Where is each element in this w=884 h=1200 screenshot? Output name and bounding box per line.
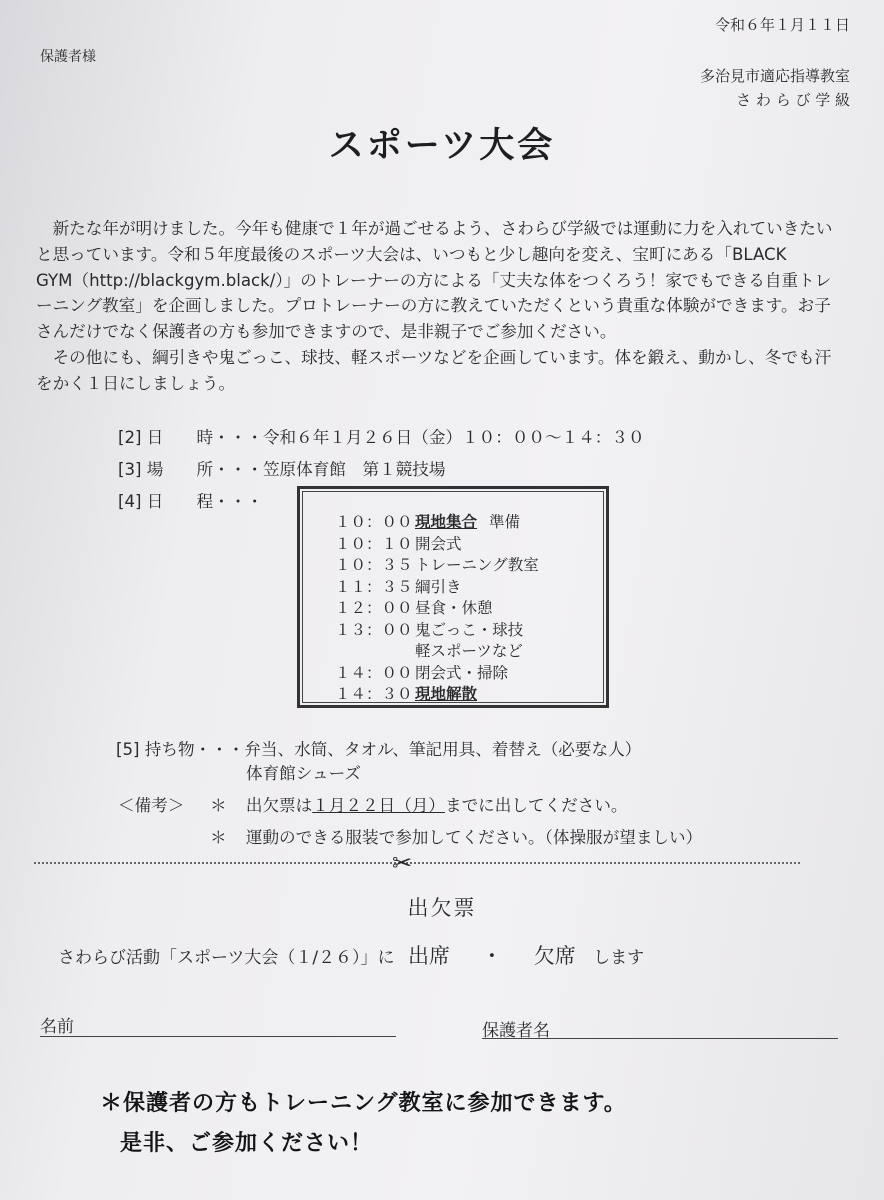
- addressee: 保護者様: [40, 49, 96, 65]
- schedule-time: １０：１０: [335, 534, 413, 553]
- note-2: [210, 824, 702, 848]
- schedule-time: １０：３５: [335, 556, 413, 574]
- schedule-event: 現地解散: [415, 685, 478, 703]
- handwritten-note-2: 是非、ご参加ください！: [120, 1131, 374, 1156]
- items-value-2: 体育館シューズ: [246, 764, 361, 783]
- detail-when: [118, 424, 645, 448]
- note-1-star: ＊: [210, 796, 227, 815]
- schedule-row: [335, 684, 539, 706]
- schedule-row: [335, 512, 539, 534]
- schedule-row: [335, 620, 539, 642]
- schedule-event: 閉会式・掃除: [415, 663, 509, 682]
- schedule-row: [335, 663, 539, 685]
- org-class: さ わ ら び 学 級: [736, 91, 850, 109]
- where-label: [3] 場 所・・・: [118, 460, 263, 479]
- detail-where: [118, 456, 445, 480]
- note-1-pre: 出欠票は: [245, 796, 313, 815]
- slip-title: 出欠票: [407, 896, 477, 920]
- schedule-event: トレーニング教室: [415, 556, 539, 574]
- schedule-time: １１：３５: [335, 577, 413, 596]
- schedule-time: １２：００: [335, 599, 413, 617]
- note-2-text: 運動のできる服装で参加してください。（体操服が望ましい）: [245, 828, 703, 847]
- attend-separator: ・: [481, 944, 503, 968]
- schedule-time: １４：３０: [335, 685, 413, 703]
- schedule-row: [335, 577, 539, 599]
- schedule-list: [335, 512, 539, 706]
- schedule-event: 鬼ごっこ・球技: [415, 620, 524, 639]
- when-label: [2] 日 時・・・: [118, 428, 263, 447]
- schedule-row: [335, 555, 539, 577]
- when-value: 令和６年１月２６日（金）１０：００～１４：３０: [262, 428, 645, 447]
- attend-yes-option[interactable]: 出席: [407, 944, 450, 968]
- note-2-star: ＊: [210, 828, 227, 847]
- schedule-event: 綱引き: [415, 577, 462, 596]
- organization: [700, 64, 850, 112]
- where-value: 笠原体育館 第１競技場: [262, 460, 446, 479]
- items-label: [5] 持ち物・・・: [116, 740, 245, 759]
- guardian-name-label: 保護者名: [482, 1021, 550, 1041]
- attendance-line: [58, 940, 644, 970]
- schedule-time: １０：００: [335, 513, 413, 531]
- cut-line: [34, 862, 800, 864]
- page-title: スポーツ大会: [328, 126, 556, 166]
- name-field[interactable]: [40, 1036, 396, 1037]
- schedule-time: [335, 641, 415, 663]
- attend-suffix: します: [593, 948, 645, 968]
- issue-date: 令和６年１月１１日: [714, 16, 850, 34]
- paragraph-1: 新たな年が明けました。今年も健康で１年が過ごせるよう、さわらび学級では運動に力を入れていきたいと思っています。令和５年度最後のスポーツ大会は、いつもと少し趣向を変え、宝町にある「BLACK GYM（http://blackgym.black/）」のトレーナーの方による「丈夫な体をつくろう！家でもできる自重トレーニング教室」を企画しました。プロトレーナーの方に教えていただくという貴重な体験ができます。お子さんだけでなく保護者の方も参加できますので、是非親子でご参加ください。: [36, 219, 833, 342]
- handwritten-note-1: ＊保護者の方もトレーニング教室に参加できます。: [100, 1091, 627, 1116]
- name-label: 名前: [40, 1017, 74, 1037]
- paragraph-2: その他にも、綱引きや鬼ごっこ、球技、軽スポーツなどを企画しています。体を鍛え、動かし、冬でも汗をかく１日にしましょう。: [36, 347, 832, 393]
- schedule-row: [335, 598, 539, 620]
- detail-items: [116, 736, 641, 760]
- schedule-event: 軽スポーツなど: [415, 642, 523, 660]
- attend-no-option[interactable]: 欠席: [533, 944, 576, 968]
- note-1-deadline: １月２２日（月）: [312, 796, 445, 815]
- schedule-event: 開会式: [415, 534, 462, 553]
- schedule-event: 現地集合: [415, 513, 478, 531]
- detail-schedule-label: [4] 日 程・・・: [118, 492, 263, 511]
- schedule-time: １４：００: [335, 663, 413, 682]
- org-name: 多治見市適応指導教室: [699, 67, 850, 85]
- attend-text: さわらび活動「スポーツ大会（１/２６）」に: [58, 948, 395, 968]
- schedule-event: 昼食・休憩: [415, 599, 493, 617]
- note-1: [210, 792, 628, 816]
- items-value: 弁当、水筒、タオル、筆記用具、着替え（必要な人）: [244, 740, 642, 759]
- schedule-row: [335, 641, 539, 663]
- schedule-row: [335, 534, 539, 556]
- note-1-post: までに出してください。: [445, 796, 628, 815]
- guardian-name-field[interactable]: [482, 1038, 838, 1039]
- schedule-time: １３：００: [335, 620, 413, 639]
- scissors-icon: ✂: [392, 849, 413, 877]
- schedule-extra: 準備: [489, 513, 521, 531]
- body-text: [36, 216, 836, 397]
- notes-label: ＜備考＞: [118, 796, 185, 815]
